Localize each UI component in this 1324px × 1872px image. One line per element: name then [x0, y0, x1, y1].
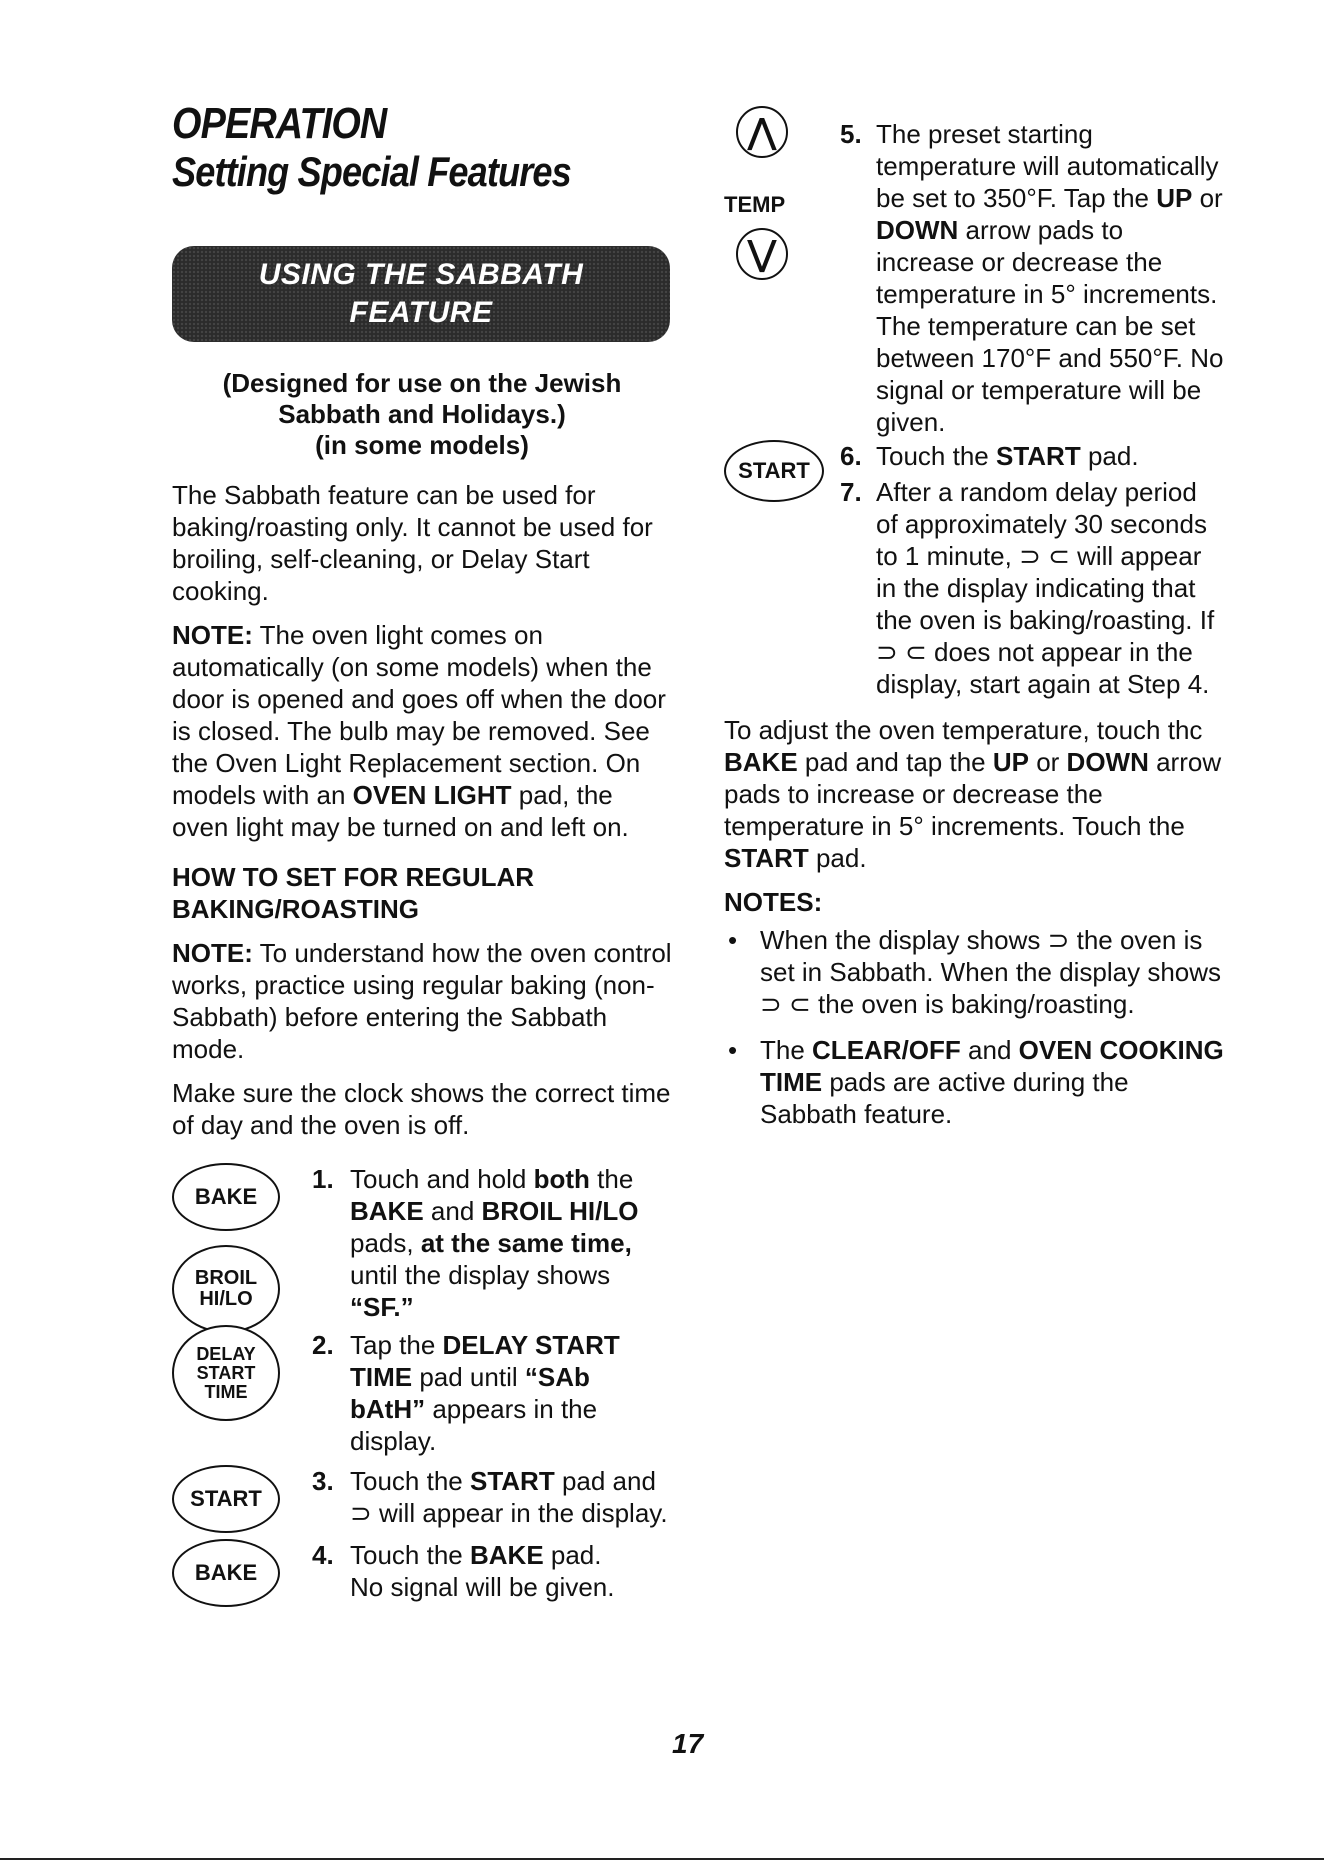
heading-line-1: HOW TO SET FOR REGULAR	[172, 862, 535, 892]
page-bottom-rule	[0, 1858, 1324, 1860]
note-practice	[172, 937, 672, 1065]
bullet-icon: •	[728, 1035, 738, 1065]
subnote-line-2: Sabbath and Holidays.)	[278, 399, 566, 429]
notes-list	[724, 924, 1224, 1130]
pad-label: BROIL	[194, 1267, 258, 1289]
step-text: Touch and hold both the BAKE and BROIL HI/LO pads, at the same time, until the display shows “SF.”	[350, 1164, 639, 1322]
step-number: 6.	[840, 441, 862, 471]
note-bold: OVEN LIGHT	[352, 780, 512, 810]
step-number: 1.	[312, 1164, 334, 1194]
bake-pad	[172, 1539, 280, 1607]
section-banner	[172, 246, 670, 342]
note-text-b: pad, the oven light may be turned on and left on.	[172, 780, 629, 842]
step-3	[172, 1465, 672, 1529]
page-subtitle: Setting Special Features	[172, 148, 571, 195]
step-6	[724, 440, 1224, 483]
list-item	[724, 1034, 1224, 1130]
down-arrow-icon: ⋁	[736, 228, 788, 280]
up-arrow-icon: ⋀	[736, 106, 788, 158]
step-2	[172, 1329, 672, 1457]
banner-line-1: USING THE SABBATH	[258, 258, 584, 291]
subnote-line-1: (Designed for use on the Jewish	[222, 368, 622, 398]
subnote-line-3: (in some models)	[315, 430, 529, 460]
banner-line-2: FEATURE	[349, 296, 493, 329]
pad-label: DELAY	[196, 1343, 256, 1364]
step-number: 5.	[840, 119, 862, 149]
intro-paragraph: The Sabbath feature can be used for baking/roasting only. It cannot be used for broiling, self-cleaning, or Delay Start cooking.	[172, 480, 653, 606]
step-text: After a random delay period of approximately 30 seconds to 1 minute, ⊃ ⊂ will appear in the display indicating that the oven is baking/roasting. If ⊃ ⊂ does not appear in the display, start again at Step 4.	[876, 477, 1215, 699]
step-text: Touch the START pad and ⊃ will appear in the display.	[350, 1466, 668, 1528]
bake-pad	[172, 1163, 280, 1231]
notes-heading: NOTES:	[724, 887, 823, 917]
delay-start-time-pad	[172, 1325, 280, 1421]
note-text: To understand how the oven control works, practice using regular baking (non-Sabbath) before entering the Sabbath mode.	[172, 938, 672, 1064]
pad-label: BAKE	[194, 1184, 258, 1209]
step-number: 4.	[312, 1540, 334, 1570]
pad-label: START	[738, 458, 810, 483]
step-text: Tap the DELAY START TIME pad until “SAb bAtH” appears in the display.	[350, 1330, 620, 1456]
note-text: When the display shows ⊃ the oven is set in Sabbath. When the display shows ⊃ ⊂ the oven is baking/roasting.	[760, 925, 1222, 1019]
section-heading	[172, 861, 672, 925]
page-number: 17	[672, 1728, 704, 1759]
step-number: 3.	[312, 1466, 334, 1496]
right-column	[724, 113, 1224, 1130]
start-pad	[172, 1465, 280, 1533]
heading-line-2: BAKING/ROASTING	[172, 894, 419, 924]
page-title: OPERATION	[172, 99, 387, 148]
broil-pad	[172, 1245, 280, 1333]
adjust-paragraph: To adjust the oven temperature, touch thc BAKE pad and tap the UP or DOWN arrow pads to increase or decrease the temperature in 5° increments. Touch the START pad.	[724, 715, 1222, 873]
note-oven-light	[172, 619, 672, 843]
clock-note: Make sure the clock shows the correct time of day and the oven is off.	[172, 1078, 671, 1140]
note-label: NOTE:	[172, 620, 253, 650]
step-number: 2.	[312, 1330, 334, 1360]
pad-label: START	[190, 1486, 262, 1511]
left-column	[172, 100, 672, 1603]
step-text: The preset starting temperature will automatically be set to 350°F. Tap the UP or DOWN arrow pads to increase or decrease the temperature in 5° increments. The temperature can be set between 170°F and 550°F. No signal or temperature will be given.	[876, 119, 1224, 437]
note-text: The CLEAR/OFF and OVEN COOKING TIME pads are active during the Sabbath feature.	[760, 1035, 1224, 1129]
list-item	[724, 924, 1224, 1020]
step-1	[172, 1163, 672, 1323]
step-5	[724, 113, 1224, 438]
step-number: 7.	[840, 477, 862, 507]
step-text: Touch the START pad.	[876, 441, 1139, 471]
pad-label: TIME	[204, 1381, 248, 1402]
pad-label: HI/LO	[199, 1288, 253, 1310]
note-text-a: The oven light comes on automatically (on some models) when the door is opened and goes off when the door is closed. The bulb may be removed. See the Oven Light Replacement section. On models with an	[172, 620, 666, 810]
designed-for-note	[172, 368, 672, 461]
bullet-icon: •	[728, 925, 738, 955]
pad-label: BAKE	[194, 1560, 258, 1585]
note-label: NOTE:	[172, 938, 253, 968]
temp-label: TEMP	[724, 192, 786, 217]
step-4	[172, 1539, 672, 1603]
step-text: Touch the BAKE pad. No signal will be given.	[350, 1540, 615, 1602]
pad-label: START	[196, 1362, 256, 1383]
step-7	[724, 476, 1224, 700]
